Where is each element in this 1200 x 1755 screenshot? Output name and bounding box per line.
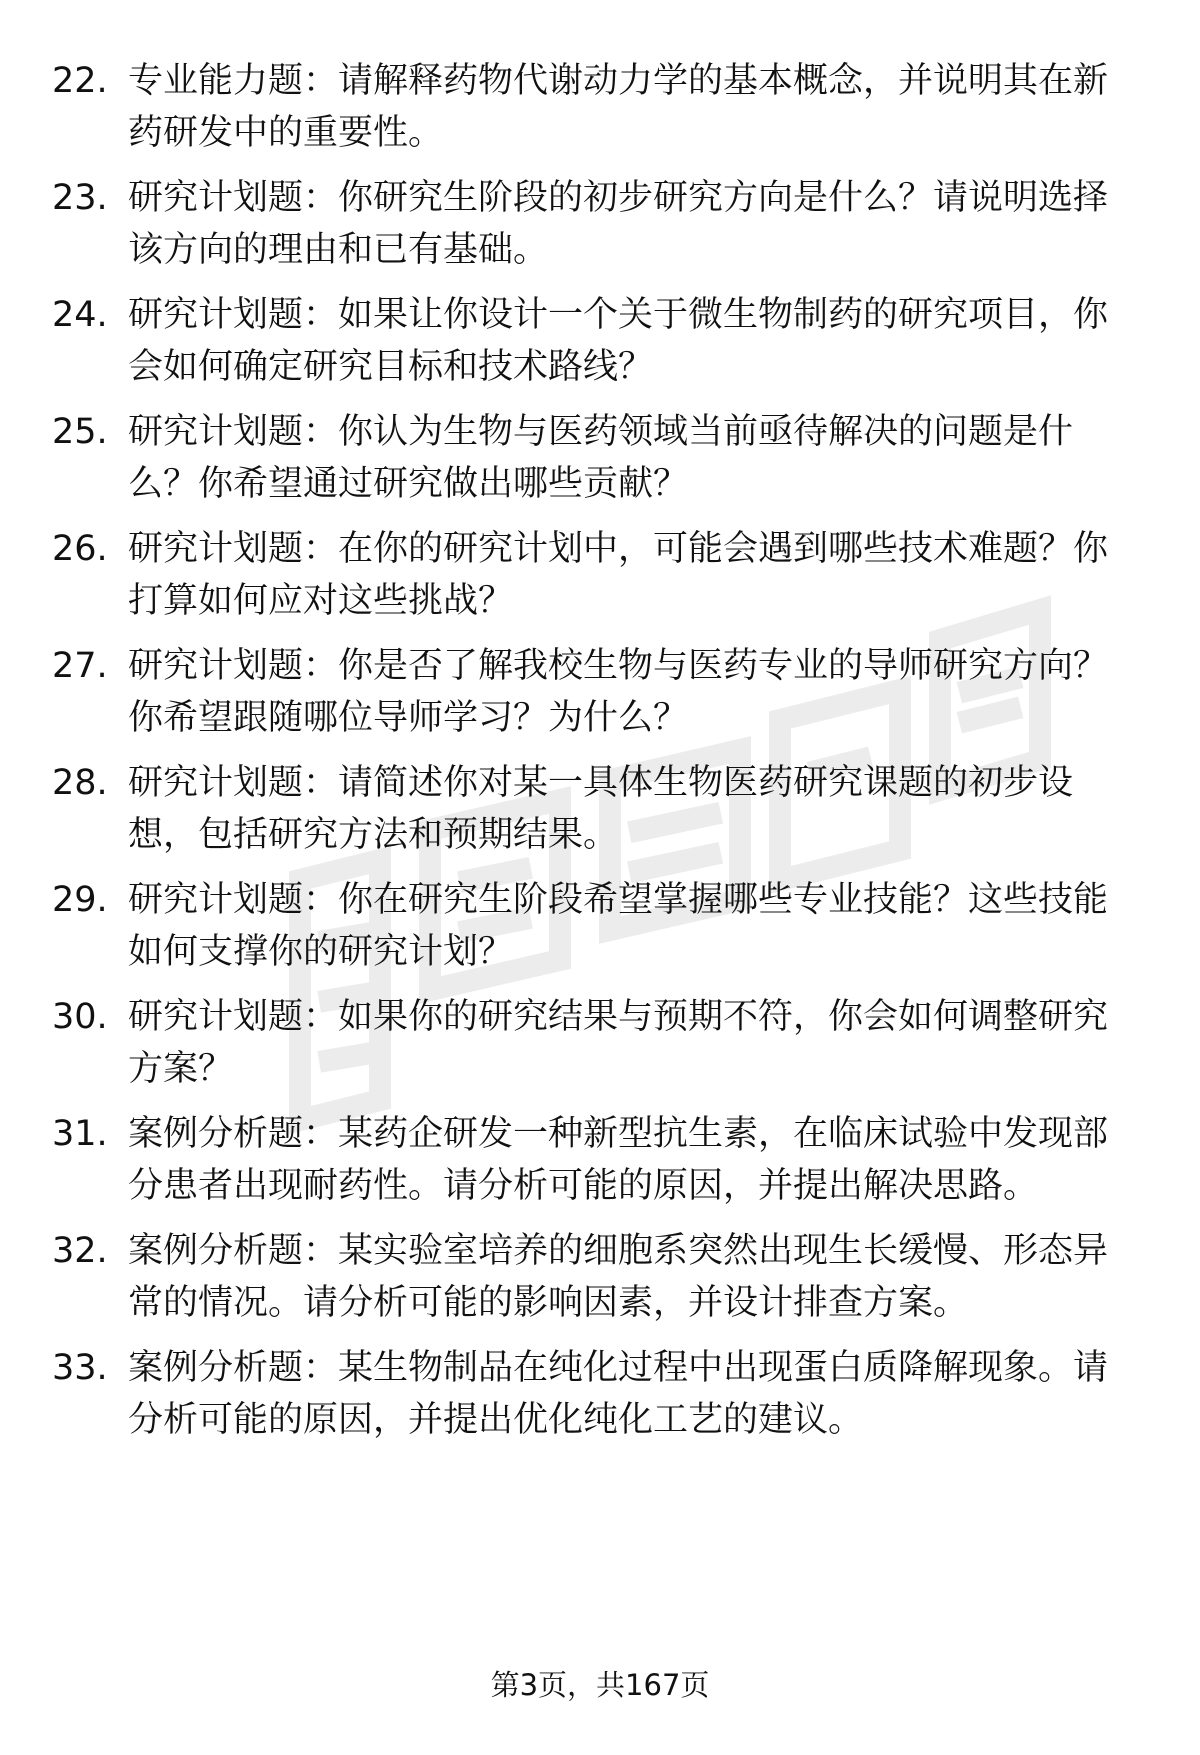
question-line: 专业能力题：请解释药物代谢动力学的基本概念，并说明其在新	[128, 61, 1109, 101]
question-text	[128, 874, 1188, 978]
question-text	[128, 757, 1188, 861]
question-number: 25.	[52, 412, 108, 452]
question-text	[128, 523, 1188, 627]
question-text	[128, 289, 1188, 393]
question-text	[128, 1108, 1188, 1212]
question-number: 28.	[52, 763, 108, 803]
question-line: 研究计划题：你认为生物与医药领域当前亟待解决的问题是什	[128, 412, 1074, 452]
question-text	[128, 1225, 1188, 1329]
question-text	[128, 406, 1188, 510]
question-line: 研究计划题：如果你的研究结果与预期不符，你会如何调整研究	[128, 997, 1109, 1037]
question-line: 研究计划题：如果让你设计一个关于微生物制药的研究项目，你	[128, 295, 1109, 335]
question-line: 案例分析题：某实验室培养的细胞系突然出现生长缓慢、形态异	[128, 1231, 1109, 1271]
question-number: 24.	[52, 295, 108, 335]
question-line: 研究计划题：请简述你对某一具体生物医药研究课题的初步设	[128, 763, 1074, 803]
question-line: 研究计划题：在你的研究计划中，可能会遇到哪些技术难题？你	[128, 529, 1109, 569]
question-text	[128, 1342, 1188, 1446]
question-line: 研究计划题：你在研究生阶段希望掌握哪些专业技能？这些技能	[128, 880, 1109, 920]
question-line: 方案？	[128, 1049, 234, 1089]
question-line: 研究计划题：你是否了解我校生物与医药专业的导师研究方向？	[128, 646, 1109, 686]
question-line: 你希望跟随哪位导师学习？为什么？	[128, 698, 689, 738]
question-number: 32.	[52, 1231, 108, 1271]
question-line: 如何支撑你的研究计划？	[128, 932, 514, 972]
question-line: 会如何确定研究目标和技术路线？	[128, 347, 654, 387]
question-text	[128, 55, 1188, 159]
question-text	[128, 991, 1188, 1095]
question-number: 31.	[52, 1114, 108, 1154]
question-text	[128, 640, 1188, 744]
question-line: 药研发中的重要性。	[128, 113, 444, 153]
question-number: 22.	[52, 61, 108, 101]
question-number: 29.	[52, 880, 108, 920]
question-line: 常的情况。请分析可能的影响因素，并设计排查方案。	[128, 1283, 969, 1323]
question-line: 案例分析题：某药企研发一种新型抗生素，在临床试验中发现部	[128, 1114, 1109, 1154]
question-line: 研究计划题：你研究生阶段的初步研究方向是什么？请说明选择	[128, 178, 1109, 218]
question-line: 案例分析题：某生物制品在纯化过程中出现蛋白质降解现象。请	[128, 1348, 1109, 1388]
question-number: 30.	[52, 997, 108, 1037]
question-line: 打算如何应对这些挑战？	[128, 581, 514, 621]
question-number: 23.	[52, 178, 108, 218]
question-number: 26.	[52, 529, 108, 569]
question-line: 该方向的理由和已有基础。	[128, 230, 549, 270]
question-number: 33.	[52, 1348, 108, 1388]
question-text	[128, 172, 1188, 276]
question-number: 27.	[52, 646, 108, 686]
question-line: 么？你希望通过研究做出哪些贡献？	[128, 464, 689, 504]
question-line: 分患者出现耐药性。请分析可能的原因，并提出解决思路。	[128, 1166, 1039, 1206]
question-line: 想，包括研究方法和预期结果。	[128, 815, 619, 855]
page-footer: 第3页，共167页	[490, 1668, 710, 1702]
question-line: 分析可能的原因，并提出优化纯化工艺的建议。	[128, 1400, 864, 1440]
